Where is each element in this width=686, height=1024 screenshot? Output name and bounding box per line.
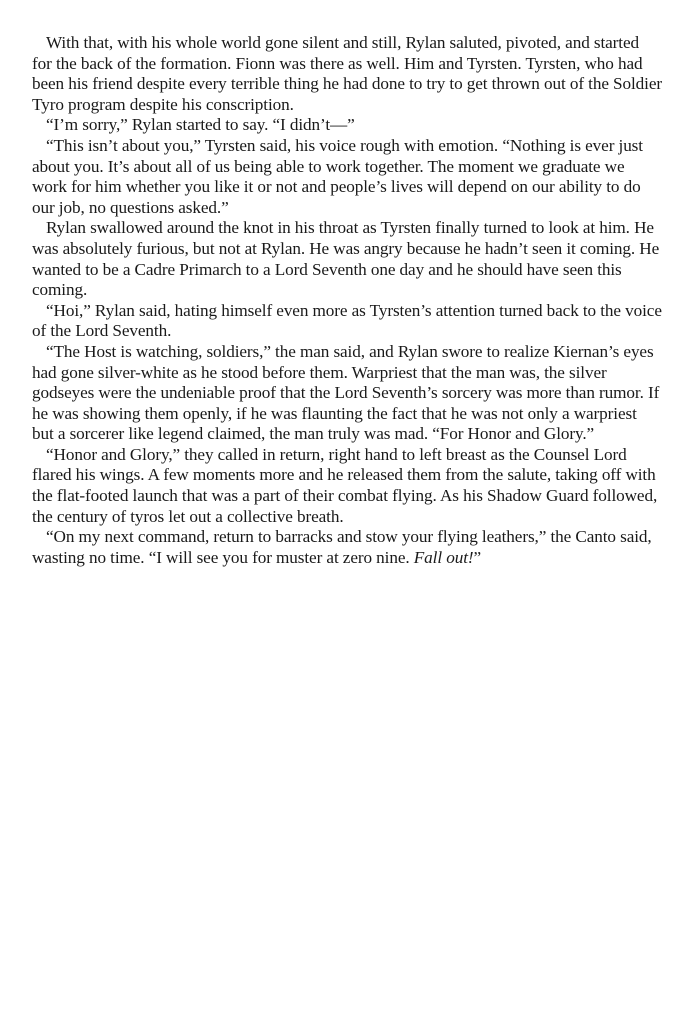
page-body	[32, 33, 662, 568]
paragraph-1: With that, with his whole world gone silent and still, Rylan saluted, pivoted, and started for the back of the formation. Fionn was there as well. Him and Tyrsten. Tyrsten, who had been his friend despite every terrible thing he had done to try to get thrown out of the Soldier Tyro program despite his conscription.	[32, 33, 662, 114]
paragraph-8	[32, 527, 662, 568]
paragraph-7: “Honor and Glory,” they called in return, right hand to left breast as the Counsel Lord flared his wings. A few moments more and he released them from the salute, taking off with the flat-footed launch that was a part of their combat flying. As his Shadow Guard followed, the century of tyros let out a collective breath.	[32, 444, 658, 526]
paragraph-8-text: “On my next command, return to barracks and stow your flying leathers,” the Canto said, wasting no time. “I will see you for muster at zero nine.	[32, 527, 652, 567]
paragraph-2: “I’m sorry,” Rylan started to say. “I didn’t—”	[46, 115, 355, 135]
paragraph-4: Rylan swallowed around the knot in his throat as Tyrsten finally turned to look at him. He was absolutely furious, but not at Rylan. He was angry because he hadn’t seen it coming. He wanted to be a Cadre Primarch to a Lord Seventh one day and he should have seen this coming.	[32, 218, 660, 300]
paragraph-8-tail: ”	[473, 547, 482, 567]
paragraph-8-emphasis: Fall out!	[413, 547, 474, 567]
paragraph-6: “The Host is watching, soldiers,” the man said, and Rylan swore to realize Kiernan’s eyes had gone silver-white as he stood before them. Warpriest that the man was, the silver godseyes were the undeniable proof that the Lord Seventh’s sorcery was more than rumor. If he was showing them openly, if he was flaunting the fact that he was not only a warpriest but a sorcerer like legend claimed, the man truly was mad. “For Honor and Glory.”	[32, 341, 660, 444]
paragraph-3: “This isn’t about you,” Tyrsten said, his voice rough with emotion. “Nothing is ever just about you. It’s about all of us being able to work together. The moment we graduate we work for him whether you like it or not and people’s lives will depend on our ability to do our job, no questions asked.”	[32, 135, 643, 217]
paragraph-5: “Hoi,” Rylan said, hating himself even more as Tyrsten’s attention turned back to the voice of the Lord Seventh.	[32, 300, 662, 341]
